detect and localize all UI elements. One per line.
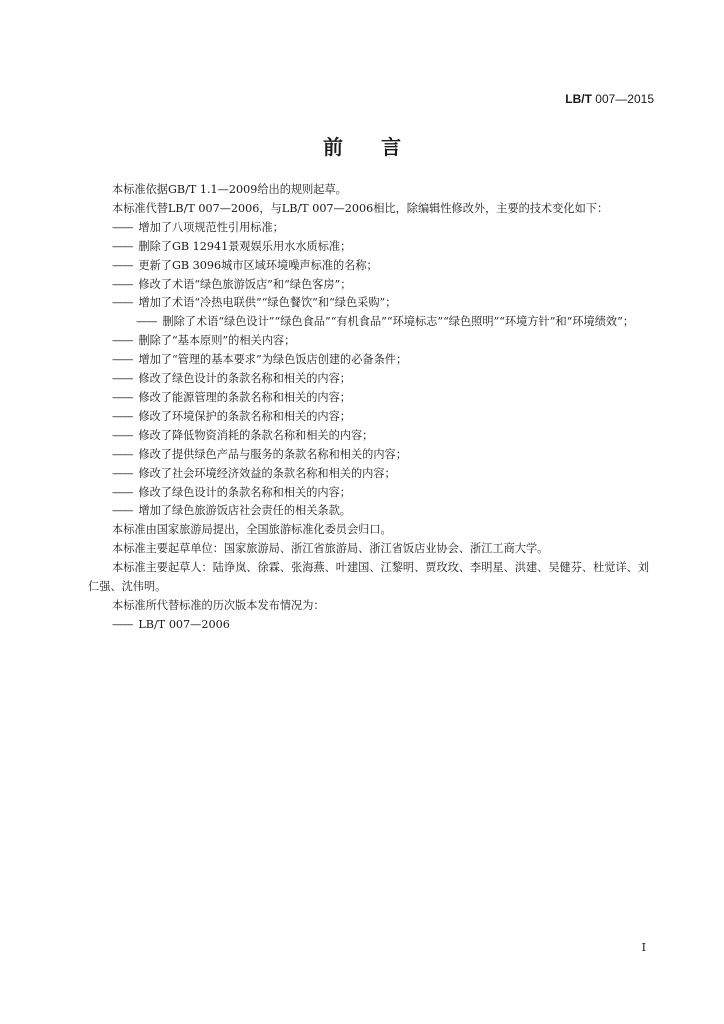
- change-text: 增加了八项规范性引用标准；: [138, 220, 284, 234]
- dash-marker: ——: [112, 258, 133, 272]
- intro-paragraph: 本标准依据GB/T 1.1—2009给出的规则起草。: [112, 183, 347, 196]
- change-item: [88, 257, 658, 276]
- change-text: 增加了术语“冷热电联供”“绿色餐饮”和“绿色采购”；: [138, 296, 397, 310]
- change-item: [88, 427, 658, 446]
- dash-marker: ——: [112, 447, 133, 461]
- change-item: [88, 313, 658, 332]
- standard-code-number: 007—2015: [595, 92, 654, 106]
- change-text: 修改了提供绿色产品与服务的条款名称和相关的内容；: [138, 447, 407, 461]
- dash-marker: ——: [112, 334, 133, 348]
- change-text: 删除了术语“绿色设计”“绿色食品”“有机食品”“环境标志”“绿色照明”“环境方针”和“环境绩效”；: [162, 315, 635, 329]
- change-item: [88, 502, 658, 521]
- dash-marker: ——: [112, 220, 133, 234]
- change-item: [88, 332, 658, 351]
- dash-marker: ——: [112, 409, 133, 423]
- page-number: I: [641, 941, 646, 954]
- change-text: 修改了降低物资消耗的条款名称和相关的内容；: [138, 428, 374, 442]
- dash-marker: ——: [112, 390, 133, 404]
- history-text: LB/T 007—2006: [138, 617, 230, 631]
- change-text: 修改了绿色设计的条款名称和相关的内容；: [138, 372, 351, 386]
- change-text: 增加了绿色旅游饭店社会责任的相关条款。: [138, 504, 351, 518]
- change-item: [88, 446, 658, 465]
- change-text: 修改了社会环境经济效益的条款名称和相关的内容；: [138, 466, 396, 480]
- change-text: 修改了能源管理的条款名称和相关的内容；: [138, 390, 351, 404]
- page-title: 前言: [323, 135, 439, 159]
- change-item: [88, 294, 658, 313]
- closing-paragraph: 本标准主要起草单位：国家旅游局、浙江省旅游局、浙江省饭店业协会、浙江工商大学。: [112, 542, 549, 556]
- change-item: [88, 238, 658, 257]
- dash-marker: ——: [112, 239, 133, 253]
- dash-marker: ——: [112, 296, 133, 310]
- dash-marker: ——: [136, 315, 157, 329]
- change-text: 更新了GB 3096城市区域环境噪声标准的名称；: [138, 258, 378, 272]
- dash-marker: ——: [112, 277, 133, 291]
- change-text: 增加了“管理的基本要求”为绿色饭店创建的必备条件；: [138, 353, 408, 367]
- dash-marker: ——: [112, 353, 133, 367]
- dash-marker: ——: [112, 485, 133, 499]
- history-item: [88, 616, 658, 635]
- change-item: [88, 276, 658, 295]
- dash-marker: ——: [112, 372, 133, 386]
- foreword-body: [88, 181, 658, 635]
- change-text: 修改了术语“绿色旅游饭店”和“绿色客房”；: [138, 277, 352, 291]
- change-text: 修改了环境保护的条款名称和相关的内容；: [138, 409, 351, 423]
- change-item: [88, 408, 658, 427]
- change-item: [88, 484, 658, 503]
- change-item: [88, 351, 658, 370]
- intro-paragraph: 本标准代替LB/T 007—2006，与LB/T 007—2006相比，除编辑性修改外，主要的技术变化如下：: [112, 201, 609, 215]
- change-text: 删除了“基本原则”的相关内容；: [138, 334, 296, 348]
- change-item: [88, 370, 658, 389]
- change-item: [88, 219, 658, 238]
- standard-code-prefix: LB/T: [565, 92, 592, 106]
- change-text: 修改了绿色设计的条款名称和相关的内容；: [138, 485, 351, 499]
- closing-paragraph: 本标准主要起草人：陆诤岚、徐霖、张海燕、叶建国、江黎明、贾玫玫、李明星、洪建、吴健芬、杜觉详、刘仁强、沈伟明。: [88, 561, 650, 594]
- dash-marker: ——: [112, 428, 133, 442]
- change-item: [88, 465, 658, 484]
- dash-marker: ——: [112, 504, 133, 518]
- dash-marker: ——: [112, 617, 133, 631]
- change-item: [88, 389, 658, 408]
- closing-paragraph: 本标准由国家旅游局提出，全国旅游标准化委员会归口。: [112, 523, 392, 537]
- change-text: 删除了GB 12941景观娱乐用水水质标准；: [138, 239, 352, 253]
- closing-paragraph: 本标准所代替标准的历次版本发布情况为：: [112, 598, 325, 612]
- standard-code: [565, 92, 654, 106]
- dash-marker: ——: [112, 466, 133, 480]
